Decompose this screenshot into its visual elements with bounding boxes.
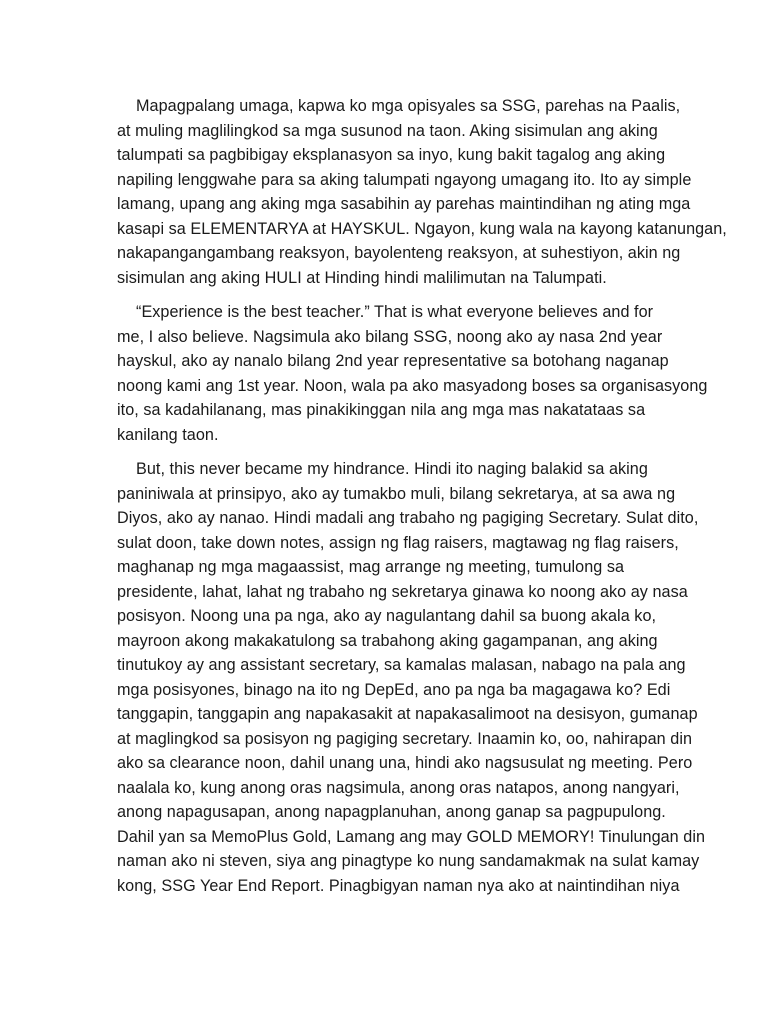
text-line: naman ako ni steven, siya ang pinagtype ko nung sandamakmak na sulat kamay — [117, 852, 700, 870]
text-line: paniniwala at prinsipyo, ako ay tumakbo muli, bilang sekretarya, at sa awa ng — [117, 484, 676, 503]
text-line: anong napagusapan, anong napagplanuhan, anong ganap sa pagpupulong. — [117, 803, 666, 821]
paragraph-3 — [117, 457, 706, 898]
text-line: ako sa clearance noon, dahil unang una, hindi ako nagsusulat ng meeting. Pero — [117, 754, 693, 772]
text-line: sulat doon, take down notes, assign ng flag raisers, magtawag ng flag raisers, — [117, 533, 679, 552]
text-line: presidente, lahat, lahat ng trabaho ng sekretarya ginawa ko noong ako ay nasa — [117, 582, 688, 601]
text-line: maghanap ng mga magaassist, mag arrange ng meeting, tumulong sa — [117, 558, 625, 576]
text-line: “Experience is the best teacher.” That is what everyone believes and for — [136, 303, 654, 321]
text-line: posisyon. Noong una pa nga, ako ay nagulantang dahil sa buong akala ko, — [117, 607, 657, 625]
text-line: mayroon akong makakatulong sa trabahong aking gagampanan, ang aking — [117, 631, 658, 650]
text-line: sisimulan ang aking HULI at Hinding hindi malilimutan na Talumpati. — [117, 268, 607, 287]
text-line: Dahil yan sa MemoPlus Gold, Lamang ang may GOLD MEMORY! Tinulungan din — [117, 827, 706, 846]
text-line: kanilang taon. — [117, 425, 219, 444]
text-line: naalala ko, kung anong oras nagsimula, anong oras natapos, anong nangyari, — [117, 778, 680, 797]
text-line: lamang, upang ang aking mga sasabihin ay parehas maintindihan ng ating mga — [117, 195, 691, 213]
text-line: mga posisyones, binago na ito ng DepEd, ano pa nga ba magagawa ko? Edi — [117, 680, 671, 699]
paragraph-2 — [117, 300, 708, 447]
text-line: at muling maglilingkod sa mga susunod na taon. Aking sisimulan ang aking — [117, 121, 658, 140]
text-line: tinutukoy ay ang assistant secretary, sa kamalas malasan, nabago na pala ang — [117, 656, 686, 674]
paragraph-1 — [117, 94, 727, 290]
text-line: Mapagpalang umaga, kapwa ko mga opisyales sa SSG, parehas na Paalis, — [136, 97, 681, 115]
text-line: nakapangangambang reaksyon, bayolenteng reaksyon, at suhestiyon, akin ng — [117, 244, 681, 262]
text-line: But, this never became my hindrance. Hindi ito naging balakid sa aking — [136, 460, 648, 478]
text-line: napiling lenggwahe para sa aking talumpati ngayong umagang ito. Ito ay simple — [117, 170, 692, 189]
text-line: kasapi sa ELEMENTARYA at HAYSKUL. Ngayon, kung wala na kayong katanungan, — [117, 219, 727, 238]
text-line: hayskul, ako ay nanalo bilang 2nd year representative sa botohang naganap — [117, 352, 669, 370]
text-line: me, I also believe. Nagsimula ako bilang SSG, noong ako ay nasa 2nd year — [117, 327, 663, 346]
text-line: at maglingkod sa posisyon ng pagiging secretary. Inaamin ko, oo, nahirapan din — [117, 729, 693, 748]
text-line: ito, sa kadahilanang, mas pinakikinggan nila ang mga mas nakatataas sa — [117, 401, 646, 419]
text-line: talumpati sa pagbibigay eksplanasyon sa inyo, kung bakit tagalog ang aking — [117, 146, 666, 164]
text-line: tanggapin, tanggapin ang napakasakit at napakasalimoot na desisyon, gumanap — [117, 705, 698, 723]
text-line: noong kami ang 1st year. Noon, wala pa ako masyadong boses sa organisasyong — [117, 376, 708, 395]
text-line: kong, SSG Year End Report. Pinagbigyan naman nya ako at naintindihan niya — [117, 876, 680, 895]
text-line: Diyos, ako ay nanao. Hindi madali ang trabaho ng pagiging Secretary. Sulat dito, — [117, 509, 699, 527]
